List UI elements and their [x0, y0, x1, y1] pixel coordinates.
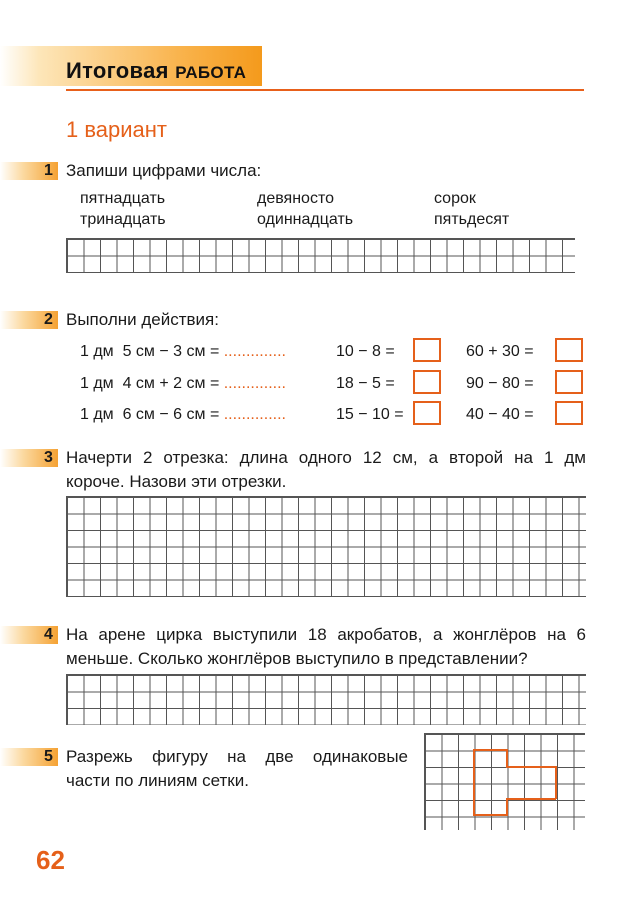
task-3-line-2: короче. Назови эти отрезки.: [66, 472, 287, 491]
task-4-line-2: меньше. Сколько жонглёров выступило в представлении?: [66, 649, 528, 668]
calc-right-2: 90 − 80 =: [466, 375, 534, 392]
title-second-word: РАБОТА: [175, 63, 247, 82]
task-4-number: 4: [44, 626, 53, 643]
answer-box-right-3[interactable]: [555, 401, 583, 425]
calc-mid-2: 18 − 5 =: [336, 375, 395, 392]
task-3-drawing-grid[interactable]: [66, 496, 586, 597]
task-1-prompt: Запиши цифрами числа:: [66, 161, 262, 180]
calc-right-3: 40 − 40 =: [466, 406, 534, 423]
word-3: сорок: [434, 190, 476, 207]
measure-expr-3: [80, 405, 286, 425]
title-first-word: Итоговая: [66, 58, 169, 83]
task-2-number: 2: [44, 311, 53, 328]
word-5: одиннадцать: [257, 211, 354, 228]
variant-heading: 1 вариант: [66, 117, 168, 142]
calc-mid-1: 10 − 8 =: [336, 343, 395, 360]
answer-dots-1[interactable]: ..............: [223, 343, 286, 360]
task-5-line-2: части по линиям сетки.: [66, 771, 249, 790]
page-title: [66, 58, 246, 84]
task-1-answer-grid[interactable]: [66, 238, 575, 273]
answer-box-mid-2[interactable]: [413, 370, 441, 394]
task-1-number: 1: [44, 162, 53, 179]
task-3-number: 3: [44, 449, 53, 466]
measure-expr-2: [80, 374, 286, 394]
task-2-prompt: Выполни действия:: [66, 310, 219, 329]
answer-dots-3[interactable]: ..............: [223, 406, 286, 423]
task-5-number: 5: [44, 748, 53, 765]
word-2: девяносто: [257, 190, 334, 207]
calc-mid-3: 15 − 10 =: [336, 406, 404, 423]
word-6: пятьдесят: [434, 211, 510, 228]
measure-expr-1: [80, 342, 286, 362]
answer-box-right-2[interactable]: [555, 370, 583, 394]
word-4: тринадцать: [80, 211, 166, 228]
measure-expr-3-text: 1 дм 6 см − 6 см =: [80, 406, 224, 423]
answer-box-mid-1[interactable]: [413, 338, 441, 362]
measure-expr-2-text: 1 дм 4 см + 2 см =: [80, 375, 224, 392]
task-4-line-1: На арене цирка выступили 18 акробатов, а жонглёров на 6: [66, 625, 586, 644]
answer-dots-2[interactable]: ..............: [223, 375, 286, 392]
task-4-answer-grid[interactable]: [66, 674, 586, 725]
task-5-line-1: Разрежь фигуру на две одинаковые: [66, 747, 408, 766]
measure-expr-1-text: 1 дм 5 см − 3 см =: [80, 343, 224, 360]
answer-box-mid-3[interactable]: [413, 401, 441, 425]
page-number: 62: [36, 845, 65, 875]
task-3-line-1: Начерти 2 отрезка: длина одного 12 см, а второй на 1 дм: [66, 448, 586, 467]
calc-right-1: 60 + 30 =: [466, 343, 534, 360]
word-1: пятнадцать: [80, 190, 166, 207]
answer-box-right-1[interactable]: [555, 338, 583, 362]
title-rule: [66, 89, 584, 91]
